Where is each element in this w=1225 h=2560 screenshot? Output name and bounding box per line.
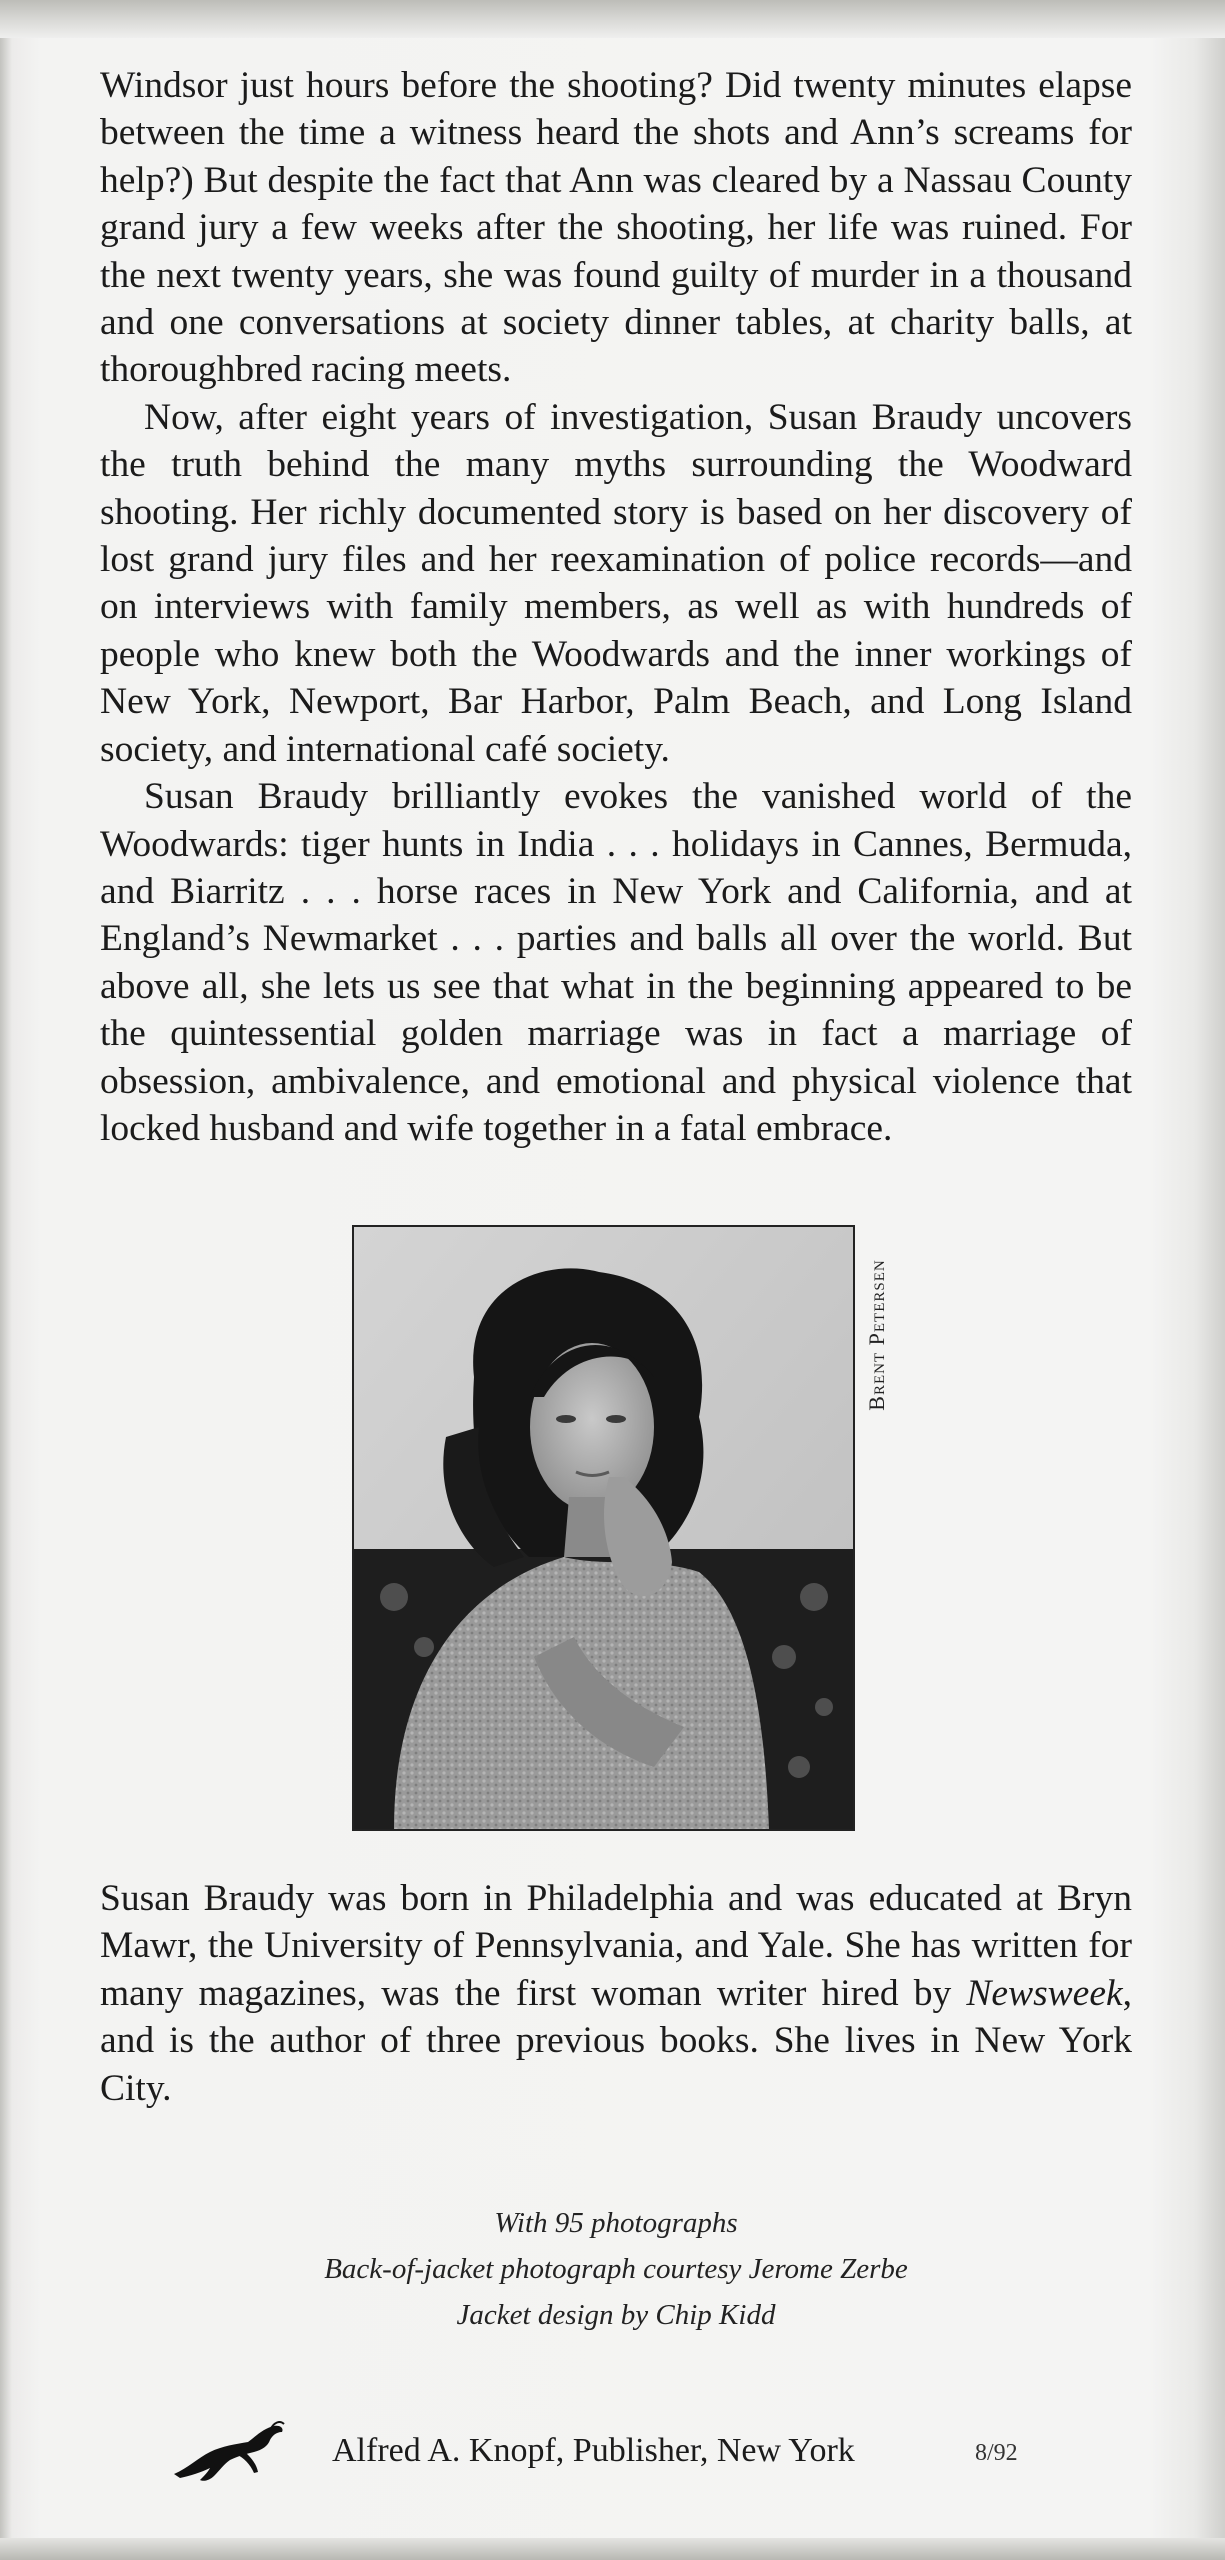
author-portrait-image	[354, 1227, 853, 1829]
borzoi-logo-icon	[170, 2418, 288, 2484]
jacket-credits	[100, 2200, 1132, 2338]
jacket-design-line: Jacket design by Chip Kidd	[456, 2299, 776, 2331]
bio-text-start: Susan Braudy was born in Philadelphia and was educated at Bryn Mawr, the University of Pennsylvania, and Yale. She has written for many magazines, was the first woman writer hired by	[100, 1878, 1132, 2014]
author-bio	[100, 1875, 1132, 2112]
photo-credit: Brent Petersen	[864, 1259, 889, 1411]
back-photo-credit-line: Back-of-jacket photograph courtesy Jerome Zerbe	[324, 2253, 908, 2285]
author-photo	[352, 1225, 855, 1831]
scan-bottom-edge	[0, 2538, 1225, 2560]
publisher-imprint	[170, 2418, 1130, 2488]
description-paragraph-3: Susan Braudy brilliantly evokes the vanished world of the Woodwards: tiger hunts in India . . . holidays in Cannes, Bermuda, and Biarritz . . . horse races in New York and California, and at England’s Newmarket . . . parties and balls all over the world. But above all, she lets us see that what in the beginning appeared to be the quintessential golden marriage was in fact a marriage of obsession, ambivalence, and emotional and physical violence that locked husband and wife together in a fatal embrace.	[100, 776, 1132, 1149]
bio-magazine-name: Newsweek	[966, 1972, 1123, 2014]
bio-text-end: , and is the author of three previous books. She lives in New York City.	[100, 1972, 1132, 2109]
publisher-name: Alfred A. Knopf, Publisher, New York	[332, 2432, 855, 2469]
jacket-description	[100, 62, 1132, 1152]
photos-count-line: With 95 photographs	[494, 2207, 738, 2239]
description-paragraph-2: Now, after eight years of investigation, Susan Braudy uncovers the truth behind the many myths surrounding the Woodward shooting. Her richly documented story is based on her discovery of lost grand jury files and her reexamination of police records—and on interviews with family members, as well as with hundreds of people who knew both the Woodwards and the inner workings of New York, Newport, Bar Harbor, Palm Beach, and Long Island society, and international café society.	[100, 396, 1132, 770]
description-paragraph-1: Windsor just hours before the shooting? Did twenty minutes elapse between the time a witness heard the shots and Ann’s screams for help?) But despite the fact that Ann was cleared by a Nassau County grand jury a few weeks after the shooting, her life was ruined. For the next twenty years, she was found guilty of murder in a thousand and one conversations at society dinner tables, at charity balls, at thoroughbred racing meets.	[100, 65, 1132, 391]
jacket-date-code: 8/92	[975, 2440, 1018, 2466]
scan-top-edge	[0, 0, 1225, 38]
